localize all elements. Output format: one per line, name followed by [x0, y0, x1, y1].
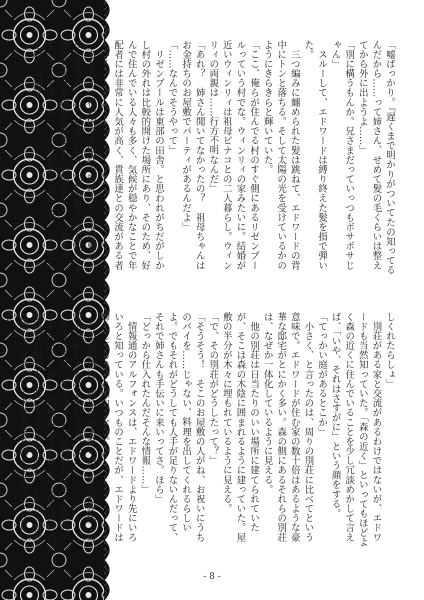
- page-number: - 8 -: [203, 572, 221, 582]
- text-column-bottom: しくれたらしょ」 別荘がある家と交流があるわけではないが、エドワードも当然知っていた。「森の近く」といってもほどよく森の近くに住んでいることを少し冗談めかして言えば、「いや、それはさすがに」という顔をする。 「てっかい庭があるとこか」 小さく、と言ったのは、周りの別荘に比べてという意味で。エドワードが住む家の数十倍はあるような豪華な邸宅がとにかく多い。森の側にあるそれらの別荘は、なぜか一体化しているように見える。 他の別荘は日当たりのいい場所に建てられていたが、そこは森の木陰に囲まれるように建っていた。屋敷の半分が木々に埋もれているように見える。 「で、その別荘がどうしたって？」 「そうそう！ そこのお屋敷の人がね、お祝いにうちのパイを……じゃない、料理を出してくれるらしいよ。でもそれがどうしても人手が足りないんだって、それで姉さんも手伝いに来いってさ。ほら」 「どっから仕入れたんだそんな情報……」 情報通のアルフォンスは、エドワードより先にいろいろと知っている。いつものことだが、エドワードは姉としてちょっと面白くない。 この違和感は、顔には出さないが、なんだか年下の弟の方がしっかりしているような……。 そういえば、アルフォンスは村のおばちゃん達のアイドルだ。しかし、料理の上手な姉という存在は村の奥様方の中でも話題に上ることがある。しかし、料理に関してはエドワードはあまり深く考えないことにした。: [3, 312, 395, 548]
- text-column-top: 「嘘ばっかり。『遅くまで明かりがついてたの知ってるんだから……って姉さん、せめて髪の毛くらいは整えてから外に出ようよ……」 「別に構うもんか。兄さまだっていっつもボサボサじゃん」 スルーして、エドワードは縛り終えた髪を指で弾いた。 三つ編みに纏められた髪は跳ねて、エドワードの背中にトンと落ちる。そして太陽の光を受けているかのようにきらきらと輝いていた。 「ここ、俺らが住んでる村のすぐ側にあるリゼンブールっていう村でな。ウィンリィの家みたいに。結婚が近いウィンリィは祖母ピナコとの二人暮らし。ウィンリィの両親は……行方不明なんだ」 「あれ？ 姉さん聞いてなかったの？ 祖母ちゃんはお金持ちのお屋敷でパーティがあるんだよ」 「……なんでそうやって」 リゼンブールは東部の田舎。と思われがちだがしかし村の外れは比較的開けた場所にあり、そのため、好んで住んでいる人々も多く、気候が穏やかなことで年配者には非常に人気が高く、貴族達との交流がある者もいる。 もちろん、村の中でも別荘の管理人として屋敷の一つを任されることになったり、「森の近くのお屋敷」をのぞむような場所にあるらしい別荘がいくつかあって、そこでホームパーティがあるらしくて、なんでもその人の招待: [30, 40, 395, 276]
